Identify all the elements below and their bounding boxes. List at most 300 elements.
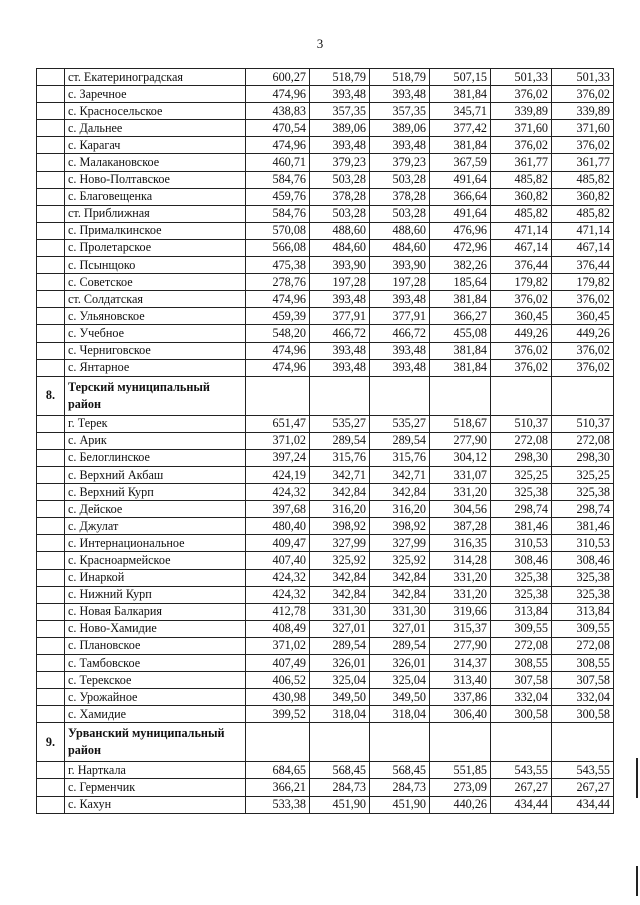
- table-row: [37, 274, 614, 291]
- row-number-cell: [37, 432, 65, 449]
- value-cell: 393,48: [310, 86, 370, 103]
- value-cell: 466,72: [310, 325, 370, 342]
- value-cell: 434,44: [491, 796, 552, 813]
- table-row: [37, 342, 614, 359]
- value-cell: 342,71: [310, 466, 370, 483]
- table-row: [37, 620, 614, 637]
- value-cell: 474,96: [246, 291, 310, 308]
- value-cell: 543,55: [552, 762, 614, 779]
- settlement-name: с. Плановское: [65, 637, 246, 654]
- value-cell: 315,76: [370, 449, 430, 466]
- value-cell: 325,04: [310, 672, 370, 689]
- table-row: [37, 239, 614, 256]
- value-cell: 503,28: [310, 171, 370, 188]
- value-cell: 325,38: [491, 586, 552, 603]
- value-cell: 501,33: [552, 69, 614, 86]
- settlement-name: ст. Солдатская: [65, 291, 246, 308]
- value-cell: 381,46: [552, 518, 614, 535]
- section-title: Терский муниципальный район: [65, 376, 246, 415]
- value-cell: 342,84: [370, 569, 430, 586]
- value-cell: 510,37: [552, 415, 614, 432]
- value-cell: 345,71: [430, 103, 491, 120]
- value-cell: 339,89: [491, 103, 552, 120]
- value-cell: 393,48: [370, 342, 430, 359]
- value-cell: 331,07: [430, 466, 491, 483]
- row-number-cell: [37, 291, 65, 308]
- value-cell: 551,85: [430, 762, 491, 779]
- value-cell: 466,72: [370, 325, 430, 342]
- margin-mark: [636, 758, 638, 798]
- row-number-cell: [37, 239, 65, 256]
- empty-cell: [370, 723, 430, 762]
- row-number-cell: [37, 779, 65, 796]
- value-cell: 470,54: [246, 120, 310, 137]
- table-row: [37, 257, 614, 274]
- table-row: [37, 449, 614, 466]
- value-cell: 485,82: [491, 171, 552, 188]
- value-cell: 376,02: [552, 86, 614, 103]
- settlement-name: с. Герменчик: [65, 779, 246, 796]
- value-cell: 393,48: [370, 137, 430, 154]
- settlement-name: ст. Екатериноградская: [65, 69, 246, 86]
- value-cell: 488,60: [310, 222, 370, 239]
- value-cell: 407,49: [246, 655, 310, 672]
- settlement-name: с. Советское: [65, 274, 246, 291]
- value-cell: 480,40: [246, 518, 310, 535]
- value-cell: 316,35: [430, 535, 491, 552]
- value-cell: 510,37: [491, 415, 552, 432]
- empty-cell: [491, 723, 552, 762]
- value-cell: 314,37: [430, 655, 491, 672]
- row-number-cell: [37, 449, 65, 466]
- value-cell: 327,01: [310, 620, 370, 637]
- table-row: [37, 484, 614, 501]
- value-cell: 407,40: [246, 552, 310, 569]
- value-cell: 342,84: [310, 484, 370, 501]
- value-cell: 277,90: [430, 637, 491, 654]
- settlement-name: с. Прималкинское: [65, 222, 246, 239]
- margin-mark: [636, 866, 638, 896]
- value-cell: 381,84: [430, 291, 491, 308]
- value-cell: 488,60: [370, 222, 430, 239]
- value-cell: 284,73: [370, 779, 430, 796]
- value-cell: 376,02: [552, 291, 614, 308]
- row-number-cell: [37, 501, 65, 518]
- value-cell: 325,38: [491, 569, 552, 586]
- value-cell: 476,96: [430, 222, 491, 239]
- value-cell: 376,02: [491, 86, 552, 103]
- table-row: [37, 308, 614, 325]
- value-cell: 568,45: [310, 762, 370, 779]
- value-cell: 518,79: [370, 69, 430, 86]
- section-number: 9.: [37, 723, 65, 762]
- settlement-name: с. Нижний Курп: [65, 586, 246, 603]
- value-cell: 491,64: [430, 205, 491, 222]
- empty-cell: [552, 376, 614, 415]
- value-cell: 449,26: [552, 325, 614, 342]
- value-cell: 474,96: [246, 342, 310, 359]
- value-cell: 342,84: [310, 569, 370, 586]
- value-cell: 376,02: [552, 137, 614, 154]
- value-cell: 315,37: [430, 620, 491, 637]
- value-cell: 298,74: [552, 501, 614, 518]
- page-number: 3: [316, 36, 324, 51]
- row-number-cell: [37, 120, 65, 137]
- value-cell: 315,76: [310, 449, 370, 466]
- value-cell: 367,59: [430, 154, 491, 171]
- value-cell: 300,58: [552, 706, 614, 723]
- value-cell: 430,98: [246, 689, 310, 706]
- settlement-name: с. Урожайное: [65, 689, 246, 706]
- value-cell: 393,48: [370, 291, 430, 308]
- value-cell: 272,08: [491, 432, 552, 449]
- value-cell: 316,20: [310, 501, 370, 518]
- value-cell: 366,27: [430, 308, 491, 325]
- value-cell: 313,84: [491, 603, 552, 620]
- value-cell: 412,78: [246, 603, 310, 620]
- value-cell: 434,44: [552, 796, 614, 813]
- value-cell: 568,45: [370, 762, 430, 779]
- value-cell: 325,38: [552, 484, 614, 501]
- value-cell: 308,46: [491, 552, 552, 569]
- row-number-cell: [37, 484, 65, 501]
- value-cell: 584,76: [246, 205, 310, 222]
- settlement-name: с. Янтарное: [65, 359, 246, 376]
- settlement-name: ст. Приближная: [65, 205, 246, 222]
- value-cell: 535,27: [370, 415, 430, 432]
- value-cell: 376,02: [491, 359, 552, 376]
- table-row: [37, 706, 614, 723]
- table-row: [37, 762, 614, 779]
- value-cell: 306,40: [430, 706, 491, 723]
- value-cell: 289,54: [370, 637, 430, 654]
- table-row: [37, 796, 614, 813]
- section-row: [37, 723, 614, 762]
- value-cell: 342,71: [370, 466, 430, 483]
- value-cell: 289,54: [370, 432, 430, 449]
- value-cell: 381,46: [491, 518, 552, 535]
- table-row: [37, 501, 614, 518]
- row-number-cell: [37, 154, 65, 171]
- value-cell: 381,84: [430, 137, 491, 154]
- value-cell: 533,38: [246, 796, 310, 813]
- table-row: [37, 291, 614, 308]
- settlement-name: с. Тамбовское: [65, 655, 246, 672]
- value-cell: 475,38: [246, 257, 310, 274]
- value-cell: 325,92: [310, 552, 370, 569]
- value-cell: 197,28: [370, 274, 430, 291]
- value-cell: 331,20: [430, 484, 491, 501]
- value-cell: 307,58: [491, 672, 552, 689]
- settlement-name: с. Красносельское: [65, 103, 246, 120]
- value-cell: 366,21: [246, 779, 310, 796]
- row-number-cell: [37, 137, 65, 154]
- value-cell: 342,84: [370, 586, 430, 603]
- value-cell: 371,60: [491, 120, 552, 137]
- table-row: [37, 86, 614, 103]
- settlement-name: с. Пролетарское: [65, 239, 246, 256]
- row-number-cell: [37, 518, 65, 535]
- value-cell: 503,28: [370, 205, 430, 222]
- value-cell: 307,58: [552, 672, 614, 689]
- value-cell: 349,50: [370, 689, 430, 706]
- value-cell: 326,01: [370, 655, 430, 672]
- value-cell: 325,38: [552, 586, 614, 603]
- table-row: [37, 120, 614, 137]
- value-cell: 308,46: [552, 552, 614, 569]
- value-cell: 273,09: [430, 779, 491, 796]
- value-cell: 289,54: [310, 432, 370, 449]
- value-cell: 185,64: [430, 274, 491, 291]
- row-number-cell: [37, 706, 65, 723]
- value-cell: 491,64: [430, 171, 491, 188]
- value-cell: 570,08: [246, 222, 310, 239]
- value-cell: 393,90: [310, 257, 370, 274]
- value-cell: 474,96: [246, 359, 310, 376]
- value-cell: 319,66: [430, 603, 491, 620]
- value-cell: 298,74: [491, 501, 552, 518]
- row-number-cell: [37, 342, 65, 359]
- value-cell: 327,01: [370, 620, 430, 637]
- value-cell: 393,90: [370, 257, 430, 274]
- value-cell: 377,91: [310, 308, 370, 325]
- value-cell: 389,06: [310, 120, 370, 137]
- value-cell: 424,32: [246, 586, 310, 603]
- value-cell: 313,40: [430, 672, 491, 689]
- value-cell: 518,67: [430, 415, 491, 432]
- value-cell: 474,96: [246, 137, 310, 154]
- value-cell: 440,26: [430, 796, 491, 813]
- value-cell: 179,82: [552, 274, 614, 291]
- table-row: [37, 569, 614, 586]
- table-row: [37, 586, 614, 603]
- value-cell: 389,06: [370, 120, 430, 137]
- value-cell: 382,26: [430, 257, 491, 274]
- table-row: [37, 171, 614, 188]
- value-cell: 684,65: [246, 762, 310, 779]
- value-cell: 179,82: [491, 274, 552, 291]
- table-row: [37, 359, 614, 376]
- settlement-name: с. Карагач: [65, 137, 246, 154]
- value-cell: 600,27: [246, 69, 310, 86]
- row-number-cell: [37, 171, 65, 188]
- value-cell: 398,92: [310, 518, 370, 535]
- value-cell: 371,60: [552, 120, 614, 137]
- section-number: 8.: [37, 376, 65, 415]
- value-cell: 381,84: [430, 86, 491, 103]
- row-number-cell: [37, 603, 65, 620]
- value-cell: 393,48: [370, 86, 430, 103]
- value-cell: 381,84: [430, 342, 491, 359]
- table-row: [37, 432, 614, 449]
- settlement-name: с. Ульяновское: [65, 308, 246, 325]
- settlement-name: с. Псынщоко: [65, 257, 246, 274]
- value-cell: 316,20: [370, 501, 430, 518]
- value-cell: 467,14: [491, 239, 552, 256]
- value-cell: 518,79: [310, 69, 370, 86]
- value-cell: 197,28: [310, 274, 370, 291]
- value-cell: 331,20: [430, 586, 491, 603]
- value-cell: 584,76: [246, 171, 310, 188]
- settlement-name: с. Джулат: [65, 518, 246, 535]
- value-cell: 298,30: [491, 449, 552, 466]
- empty-cell: [491, 376, 552, 415]
- settlement-name: с. Хамидие: [65, 706, 246, 723]
- row-number-cell: [37, 689, 65, 706]
- row-number-cell: [37, 188, 65, 205]
- value-cell: 325,38: [491, 484, 552, 501]
- value-cell: 399,52: [246, 706, 310, 723]
- value-cell: 535,27: [310, 415, 370, 432]
- value-cell: 371,02: [246, 432, 310, 449]
- table-row: [37, 518, 614, 535]
- value-cell: 484,60: [310, 239, 370, 256]
- value-cell: 377,42: [430, 120, 491, 137]
- value-cell: 360,82: [552, 188, 614, 205]
- value-cell: 314,28: [430, 552, 491, 569]
- value-cell: 485,82: [552, 171, 614, 188]
- table-row: [37, 779, 614, 796]
- value-cell: 376,44: [491, 257, 552, 274]
- value-cell: 393,48: [310, 137, 370, 154]
- row-number-cell: [37, 205, 65, 222]
- table-row: [37, 672, 614, 689]
- table-row: [37, 222, 614, 239]
- settlement-name: с. Учебное: [65, 325, 246, 342]
- value-cell: 485,82: [552, 205, 614, 222]
- value-cell: 342,84: [310, 586, 370, 603]
- row-number-cell: [37, 415, 65, 432]
- value-cell: 339,89: [552, 103, 614, 120]
- table-row: [37, 689, 614, 706]
- value-cell: 360,45: [552, 308, 614, 325]
- row-number-cell: [37, 637, 65, 654]
- settlement-name: с. Верхний Акбаш: [65, 466, 246, 483]
- row-number-cell: [37, 586, 65, 603]
- settlement-name: с. Верхний Курп: [65, 484, 246, 501]
- value-cell: 272,08: [552, 637, 614, 654]
- value-cell: 460,71: [246, 154, 310, 171]
- value-cell: 393,48: [310, 342, 370, 359]
- value-cell: 325,25: [491, 466, 552, 483]
- value-cell: 376,44: [552, 257, 614, 274]
- table-body: [37, 69, 614, 814]
- settlement-name: с. Благовещенка: [65, 188, 246, 205]
- value-cell: 360,45: [491, 308, 552, 325]
- value-cell: 331,30: [310, 603, 370, 620]
- table-row: [37, 535, 614, 552]
- row-number-cell: [37, 274, 65, 291]
- value-cell: 438,83: [246, 103, 310, 120]
- value-cell: 397,24: [246, 449, 310, 466]
- value-cell: 327,99: [370, 535, 430, 552]
- empty-cell: [246, 376, 310, 415]
- value-cell: 566,08: [246, 239, 310, 256]
- row-number-cell: [37, 620, 65, 637]
- settlement-name: с. Заречное: [65, 86, 246, 103]
- settlement-name: с. Инаркой: [65, 569, 246, 586]
- value-cell: 277,90: [430, 432, 491, 449]
- table-row: [37, 205, 614, 222]
- value-cell: 379,23: [310, 154, 370, 171]
- value-cell: 451,90: [310, 796, 370, 813]
- settlement-name: с. Белоглинское: [65, 449, 246, 466]
- value-cell: 331,20: [430, 569, 491, 586]
- value-cell: 325,04: [370, 672, 430, 689]
- settlement-name: с. Кахун: [65, 796, 246, 813]
- row-number-cell: [37, 796, 65, 813]
- settlement-name: с. Новая Балкария: [65, 603, 246, 620]
- settlement-name: с. Дальнее: [65, 120, 246, 137]
- value-cell: 325,38: [552, 569, 614, 586]
- settlement-name: с. Интернациональное: [65, 535, 246, 552]
- value-cell: 318,04: [370, 706, 430, 723]
- settlement-name: с. Арик: [65, 432, 246, 449]
- value-cell: 376,02: [491, 342, 552, 359]
- settlement-name: с. Черниговское: [65, 342, 246, 359]
- value-cell: 361,77: [552, 154, 614, 171]
- empty-cell: [370, 376, 430, 415]
- value-cell: 377,91: [370, 308, 430, 325]
- value-cell: 310,53: [552, 535, 614, 552]
- value-cell: 393,48: [310, 359, 370, 376]
- value-cell: 332,04: [491, 689, 552, 706]
- value-cell: 501,33: [491, 69, 552, 86]
- settlement-name: г. Терек: [65, 415, 246, 432]
- row-number-cell: [37, 69, 65, 86]
- settlement-name: с. Терекское: [65, 672, 246, 689]
- value-cell: 272,08: [491, 637, 552, 654]
- table-row: [37, 137, 614, 154]
- row-number-cell: [37, 535, 65, 552]
- value-cell: 387,28: [430, 518, 491, 535]
- value-cell: 381,84: [430, 359, 491, 376]
- value-cell: 309,55: [491, 620, 552, 637]
- value-cell: 485,82: [491, 205, 552, 222]
- table-row: [37, 655, 614, 672]
- value-cell: 378,28: [310, 188, 370, 205]
- empty-cell: [310, 376, 370, 415]
- value-cell: 278,76: [246, 274, 310, 291]
- value-cell: 337,86: [430, 689, 491, 706]
- table-row: [37, 69, 614, 86]
- value-cell: 424,32: [246, 569, 310, 586]
- value-cell: 357,35: [310, 103, 370, 120]
- value-cell: 300,58: [491, 706, 552, 723]
- settlement-name: с. Малакановское: [65, 154, 246, 171]
- value-cell: 366,64: [430, 188, 491, 205]
- value-cell: 272,08: [552, 432, 614, 449]
- value-cell: 393,48: [370, 359, 430, 376]
- table-row: [37, 188, 614, 205]
- value-cell: 267,27: [491, 779, 552, 796]
- value-cell: 455,08: [430, 325, 491, 342]
- value-cell: 318,04: [310, 706, 370, 723]
- value-cell: 543,55: [491, 762, 552, 779]
- value-cell: 376,02: [552, 342, 614, 359]
- row-number-cell: [37, 552, 65, 569]
- value-cell: 449,26: [491, 325, 552, 342]
- table-row: [37, 552, 614, 569]
- empty-cell: [430, 723, 491, 762]
- value-cell: 308,55: [552, 655, 614, 672]
- empty-cell: [552, 723, 614, 762]
- row-number-cell: [37, 569, 65, 586]
- value-cell: 548,20: [246, 325, 310, 342]
- value-cell: 331,30: [370, 603, 430, 620]
- settlement-name: с. Дейское: [65, 501, 246, 518]
- value-cell: 325,92: [370, 552, 430, 569]
